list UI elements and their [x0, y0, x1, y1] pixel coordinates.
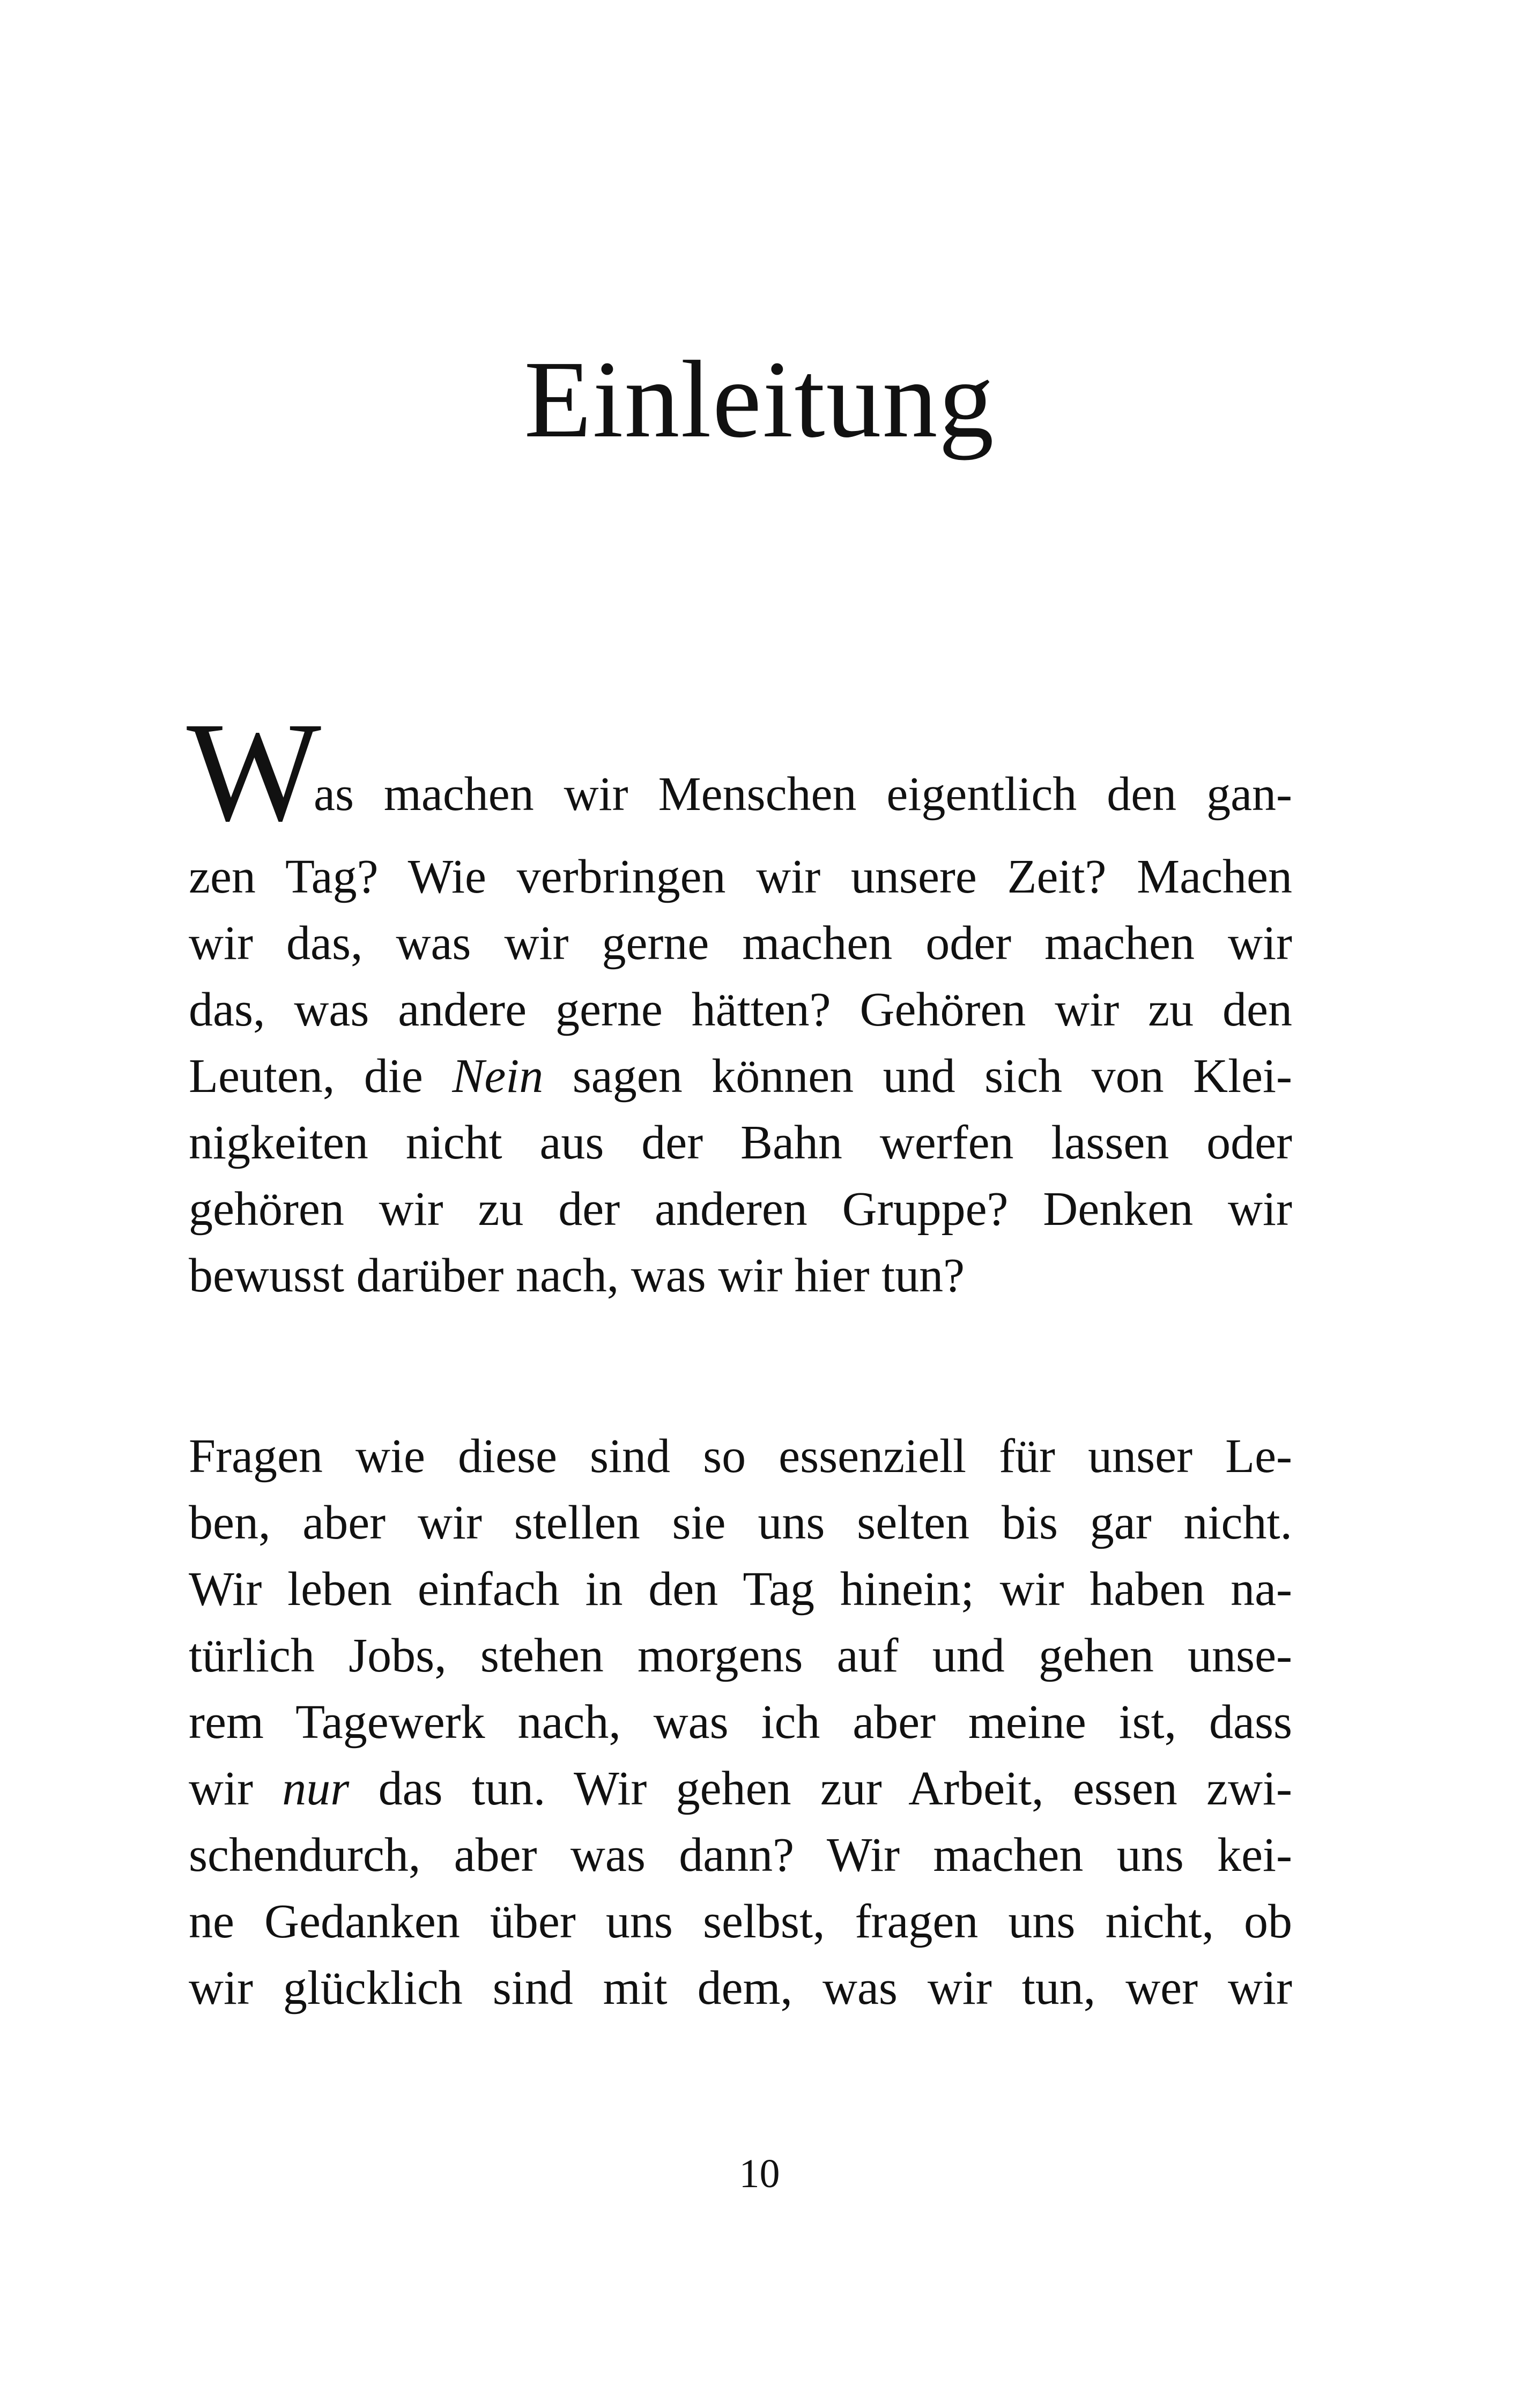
- text-segment: wir: [189, 1762, 283, 1815]
- text-line: schendurch, aber was dann? Wir machen uns kei-: [189, 1829, 1292, 1882]
- text-line: [189, 1756, 1292, 1822]
- text-line: Wir leben einfach in den Tag hinein; wir haben na-: [189, 1563, 1292, 1616]
- text-line: zen Tag? Wie verbringen wir unsere Zeit? Machen: [189, 850, 1292, 903]
- text-segment: sagen können und sich von Klei-: [543, 1050, 1292, 1103]
- emphasized-word: Nein: [452, 1050, 544, 1103]
- chapter-title: Einleitung: [524, 338, 995, 460]
- emphasized-word: nur: [282, 1762, 350, 1815]
- drop-cap: W: [187, 693, 322, 851]
- text-line: Fragen wie diese sind so essenziell für unser Le-: [189, 1430, 1292, 1483]
- text-line: rem Tagewerk nach, was ich aber meine ist, dass: [189, 1696, 1292, 1749]
- text-line: nigkeiten nicht aus der Bahn werfen lassen oder: [189, 1116, 1292, 1169]
- text-line: gehören wir zu der anderen Gruppe? Denken wir: [189, 1183, 1292, 1236]
- text-line: türlich Jobs, stehen morgens auf und gehen unse-: [189, 1629, 1292, 1682]
- text-segment: Leuten, die: [189, 1050, 453, 1103]
- text-line: [189, 1043, 1292, 1110]
- text-line: ne Gedanken über uns selbst, fragen uns nicht, ob: [189, 1895, 1292, 1948]
- text-line: das, was andere gerne hätten? Gehören wir zu den: [189, 983, 1292, 1036]
- text-line: wir glücklich sind mit dem, was wir tun, wer wir: [189, 1961, 1292, 2015]
- text-line: ben, aber wir stellen sie uns selten bis gar nicht.: [189, 1496, 1292, 1549]
- page-number: 10: [739, 2151, 780, 2196]
- text-line: as machen wir Menschen eigentlich den gan-: [314, 768, 1292, 821]
- text-segment: das tun. Wir gehen zur Arbeit, essen zwi-: [349, 1762, 1292, 1815]
- text-line: bewusst darüber nach, was wir hier tun?: [189, 1249, 965, 1302]
- text-line: wir das, was wir gerne machen oder machen wir: [189, 917, 1292, 970]
